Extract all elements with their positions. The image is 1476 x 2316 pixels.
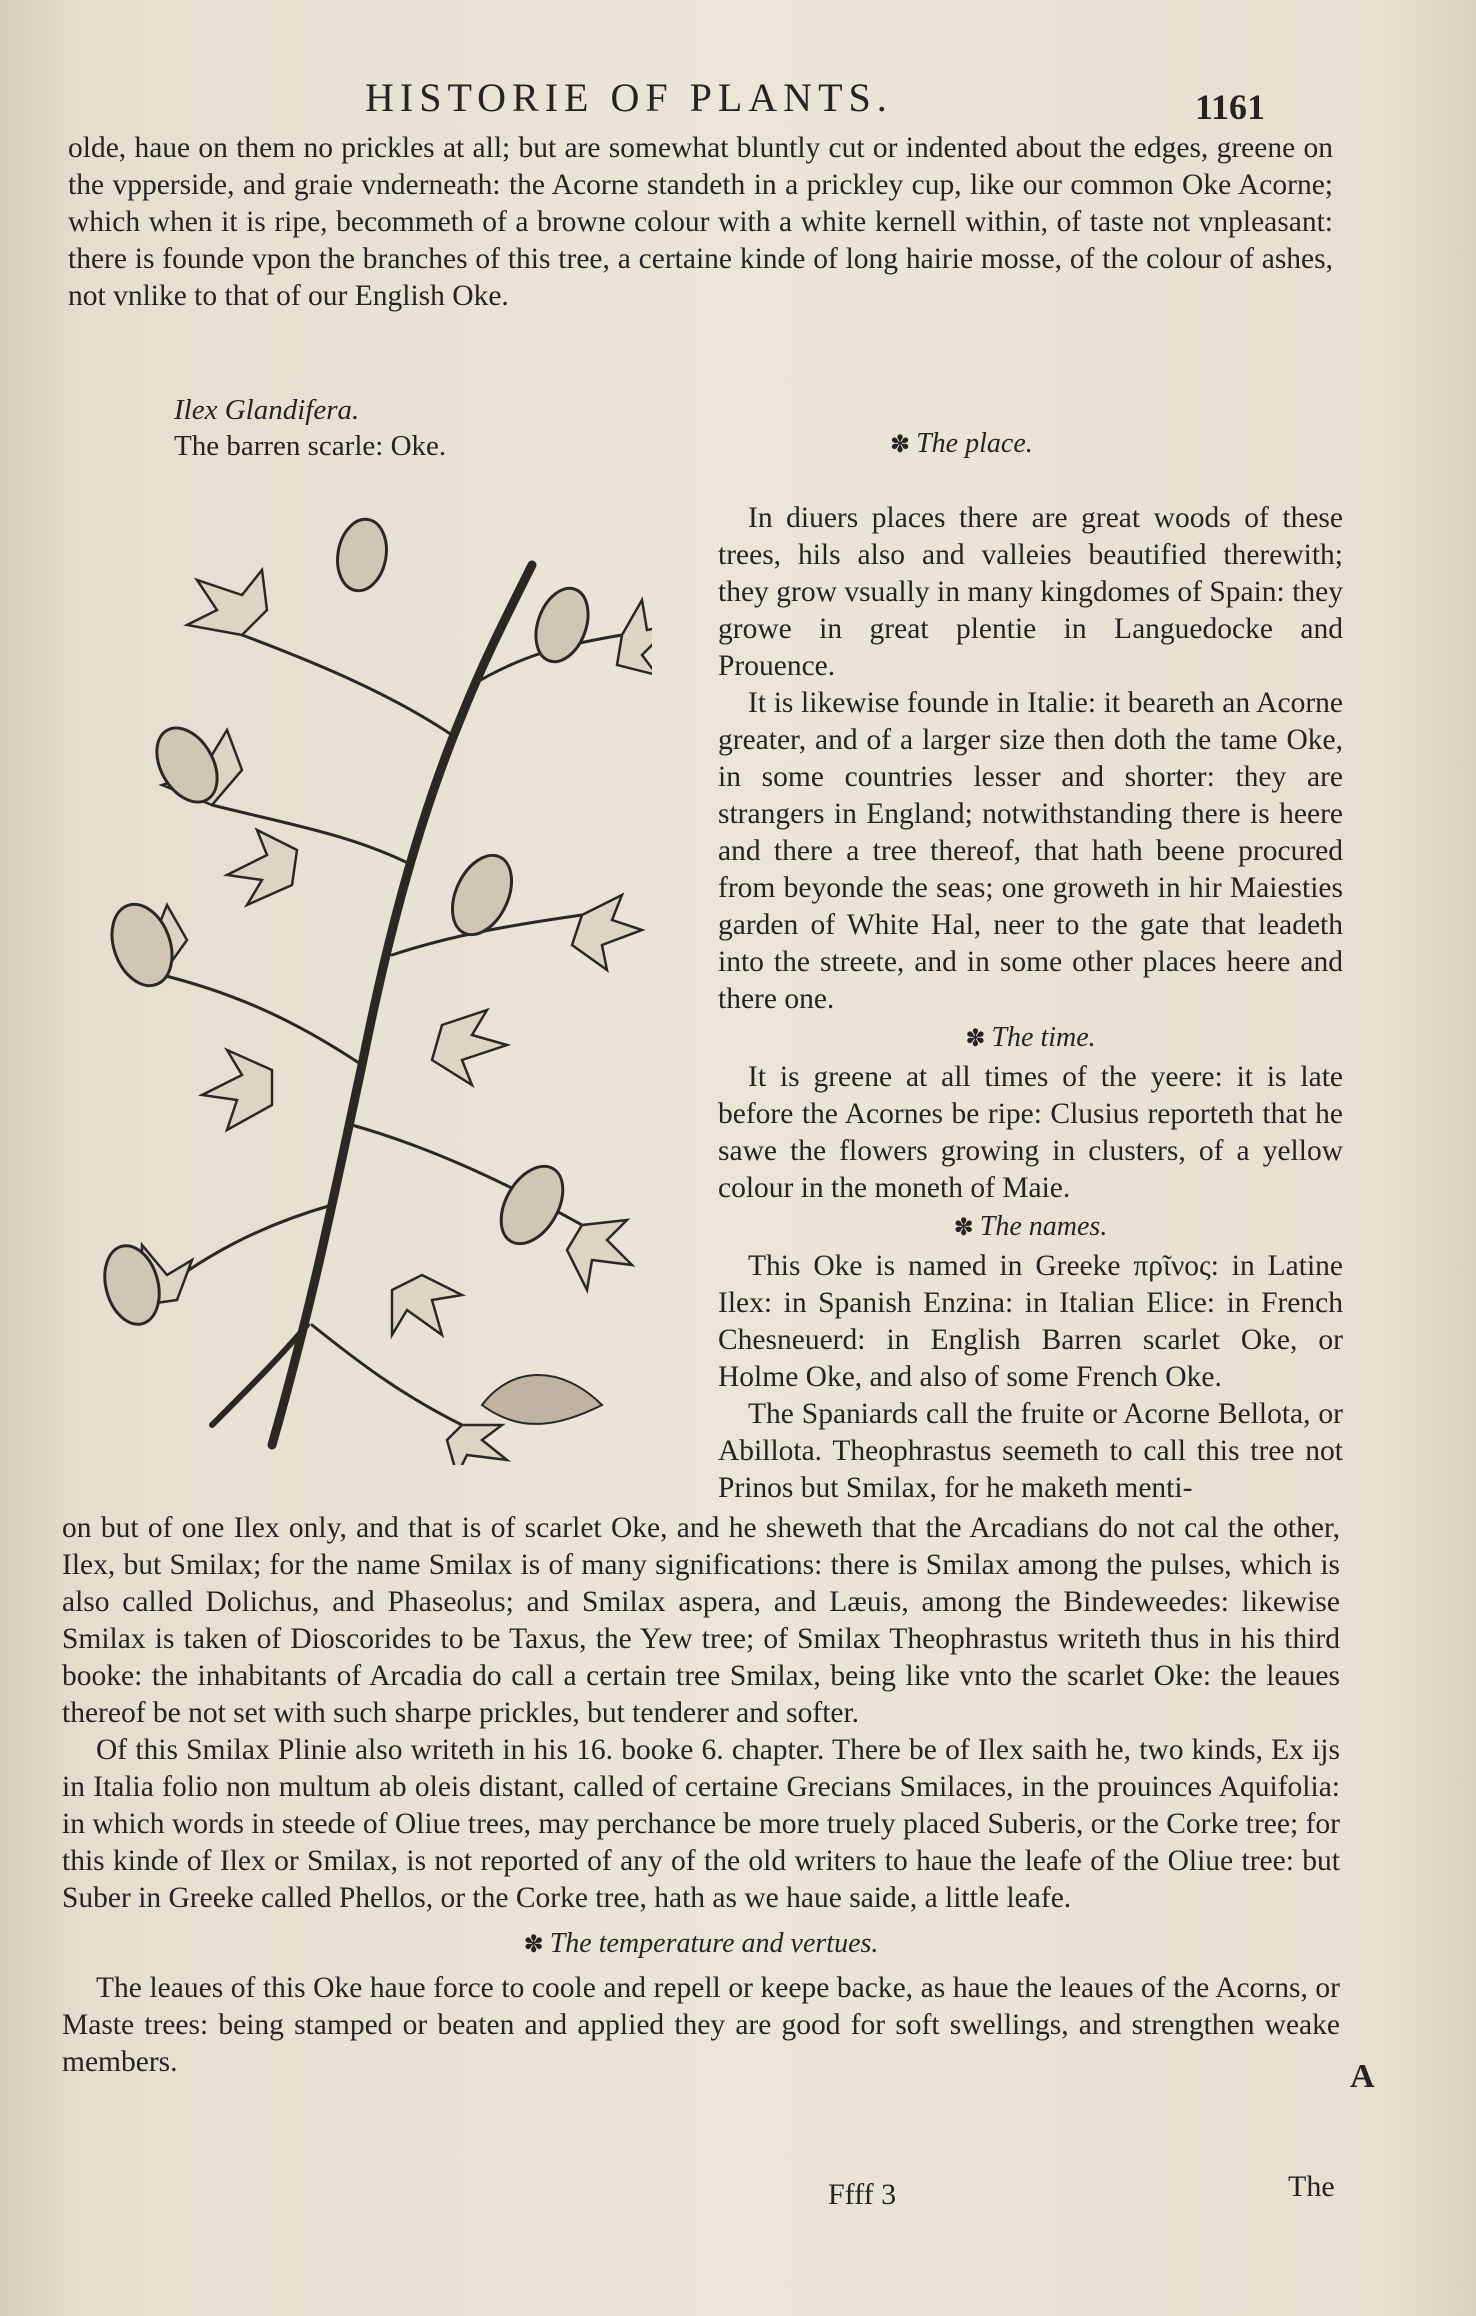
place-paragraph-2: It is likewise founde in Italie: it beareth an Acorne greater, and of a larger size then doth the tame Oke, in some countries lesser and shorter: they are strangers in England; notwithstanding there is heere and there a tree thereof, that hath beene procured from beyonde the seas; one groweth in hir Maiesties garden of White Hal, neer to the gate that leadeth into the streete, and in some other places heere and there one. <box>718 687 1343 1015</box>
right-column-text <box>718 500 1343 1507</box>
time-heading <box>718 1019 1343 1058</box>
figure-latin-name: Ilex Glandifera. <box>174 394 360 426</box>
names-paragraph-1: This Oke is named in Greeke πρῖνος: in Latine Ilex: in Spanish Enzina: in Italian Elice: in French Chesneuerd: in English Barren scarlet Oke, or Holme Oke, and also of some French Oke. <box>718 1250 1343 1393</box>
intro-paragraph: olde, haue on them no prickles at all; but are somewhat bluntly cut or indented about the edges, greene on the vpperside, and graie vnderneath: the Acorne standeth in a prickley cup, like our common Oke Acorne; which when it is ripe, becommeth of a browne colour with a white kernell within, of taste not vnpleasant: there is founde vpon the branches of this tree, a certaine kinde of long hairie mosse, of the colour of ashes, not vnlike to that of our English Oke. <box>68 132 1333 312</box>
names-paragraph-3: Of this Smilax Plinie also writeth in his 16. booke 6. chapter. There be of Ilex saith he, two kinds, Ex ijs in Italia folio non multum ab oleis distant, called of certaine Grecians Smilaces, in the prouinces Aquifolia: in which words in steede of Oliue trees, may perchance be more truely placed Suberis, or the Corke tree; for this kinde of Ilex or Smilax, is not reported of any of the old writers to haue the leafe of the Oliue tree: but Suber in Greeke called Phellos, or the Corke tree, hath as we haue saide, a little leafe. <box>62 1734 1340 1914</box>
marginal-letter: A <box>1350 2058 1375 2095</box>
signature-mark: Ffff 3 <box>828 2178 897 2211</box>
temperature-heading-text: The temperature and vertues. <box>549 1928 879 1959</box>
names-paragraph-2: The Spaniards call the fruite or Acorne Bellota, or Abillota. Theophrastus seemeth to call this tree not Prinos but Smilax, for he maketh menti- <box>718 1398 1343 1504</box>
temperature-heading <box>62 1925 1340 1964</box>
time-paragraph: It is greene at all times of the yeere: it is late before the Acornes be ripe: Clusius reporteth that he sawe the flowers growing in clusters, of a yellow colour in the moneth of Maie. <box>718 1061 1343 1204</box>
oak-branch-woodcut-icon <box>62 505 652 1465</box>
place-paragraph-1: In diuers places there are great woods of these trees, hils also and valleies beautified therewith; they grow vsually in many kingdomes of Spain: they growe in great plentie in Languedocke and Prouence. <box>718 502 1343 682</box>
names-heading-text: The names. <box>979 1211 1108 1242</box>
ornament-star-icon: ✽ <box>965 1026 986 1052</box>
figure-caption <box>174 392 446 464</box>
temperature-paragraph: The leaues of this Oke haue force to coole and repell or keepe backe, as haue the leaues of the Acorns, or Maste trees: being stamped or beaten and applied they are good for soft swellings, and strengthen weake members. <box>62 1972 1340 2078</box>
catchword: The <box>1288 2170 1335 2203</box>
ornament-star-icon: ✽ <box>890 432 911 458</box>
time-heading-text: The time. <box>991 1022 1096 1053</box>
page-header <box>0 60 1476 130</box>
ornament-star-icon: ✽ <box>523 1932 544 1958</box>
figure-english-name: The barren scarle: Oke. <box>174 430 447 462</box>
place-heading <box>890 428 1033 460</box>
place-heading-text: The place. <box>916 428 1033 459</box>
full-width-text <box>62 1510 1340 2081</box>
ornament-star-icon: ✽ <box>953 1215 974 1241</box>
page-number: 1161 <box>1195 87 1266 127</box>
names-paragraph-2-continued: on but of one Ilex only, and that is of scarlet Oke, and he sheweth that the Arcadians do not cal the other, Ilex, but Smilax; for the name Smilax is of many significations: there is Smilax among the pulses, which is also called Dolichus, and Phaseolus; and Smilax aspera, and Læuis, among the Bindeweedes: likewise Smilax is taken of Dioscorides to be Taxus, the Yew tree; of Smilax Theophrastus writeth thus in his third booke: the inhabitants of Arcadia do call a certain tree Smilax, being like vnto the scarlet Oke: the leaues thereof be not set with such sharpe prickles, but tenderer and softer. <box>62 1512 1340 1729</box>
running-title: HISTORIE OF PLANTS. <box>365 75 893 120</box>
names-heading <box>718 1208 1343 1247</box>
